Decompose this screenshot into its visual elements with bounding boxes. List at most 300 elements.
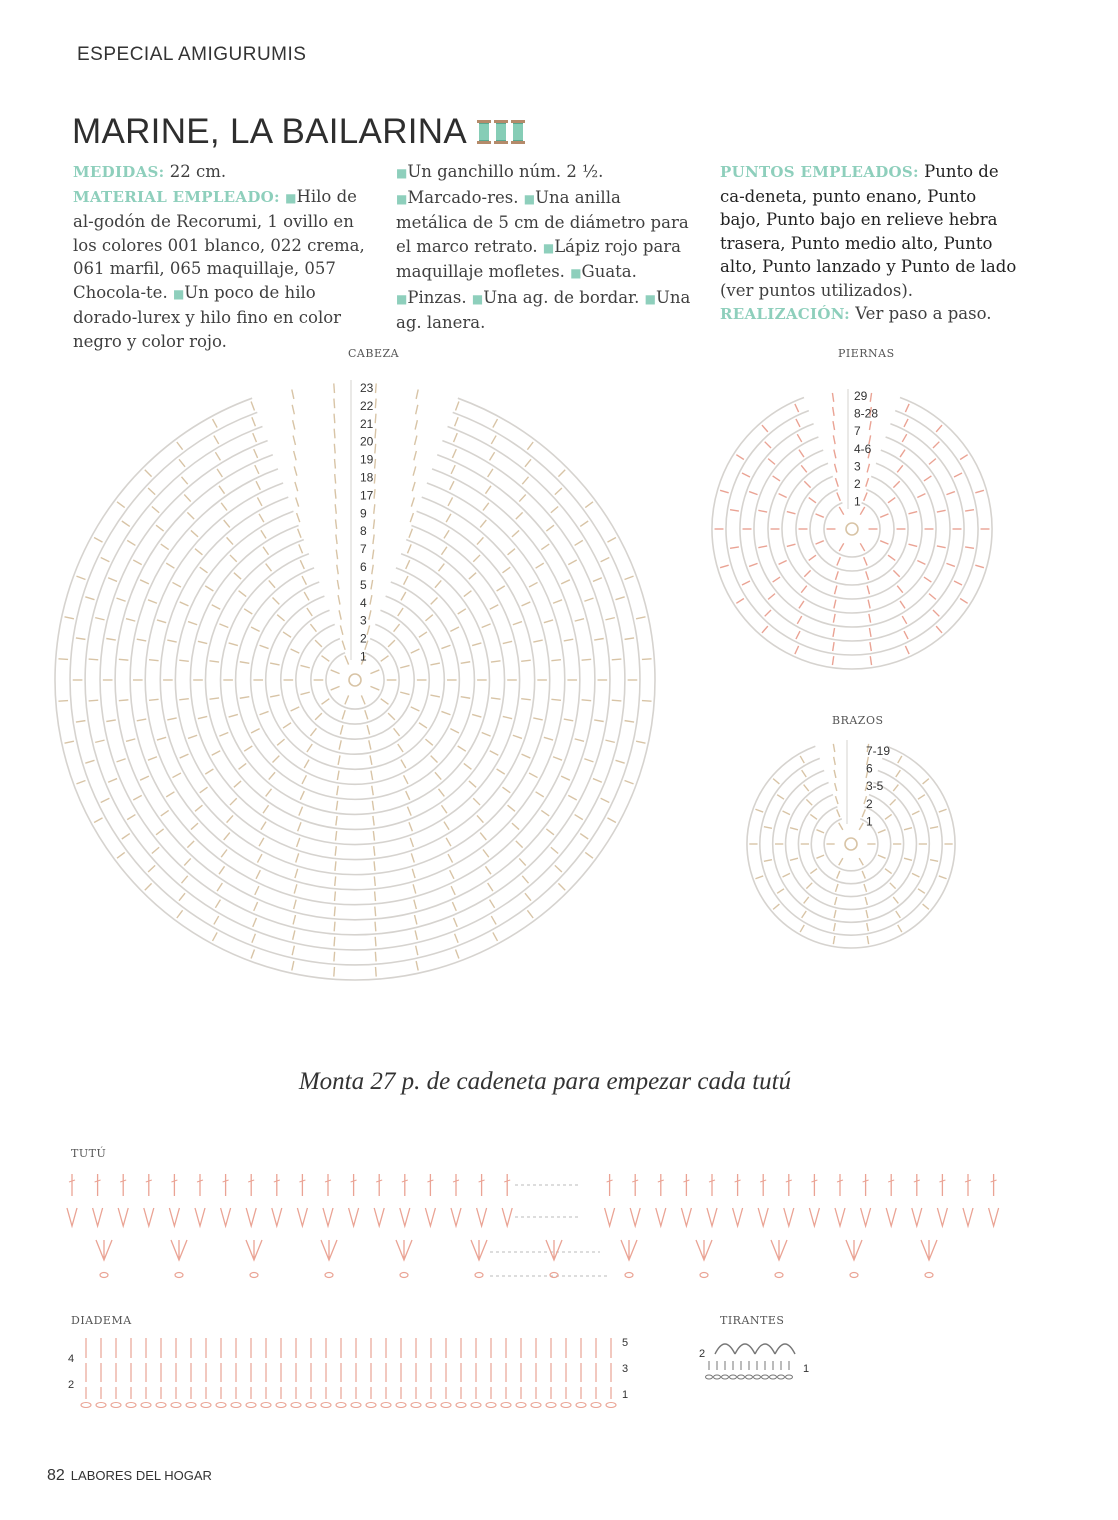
- stitch-mark: [411, 853, 414, 862]
- stitch-mark: [601, 558, 610, 562]
- stitch-mark: [375, 891, 376, 901]
- stitch-mark: [224, 520, 230, 527]
- medidas-value: 22 cm.: [164, 162, 227, 181]
- stitch-mark: [251, 950, 254, 959]
- stitch-mark: [338, 595, 340, 604]
- stitch-mark: [912, 811, 919, 815]
- stitch-mark: [561, 776, 570, 780]
- stitch-mark: [294, 451, 296, 460]
- stitch-mark: [213, 419, 218, 427]
- stitch-mark: [227, 537, 233, 544]
- chain-stitch: [850, 1273, 858, 1278]
- stitch-mark: [503, 716, 512, 718]
- stitch-mark: [310, 624, 316, 632]
- row-number: 3-5: [866, 779, 884, 794]
- stitch-mark: [593, 779, 602, 783]
- stitch-mark: [450, 627, 459, 631]
- stitch-mark: [76, 576, 85, 579]
- stitch-mark: [375, 922, 376, 932]
- stitch-mark: [898, 756, 902, 763]
- stitch-mark: [180, 754, 189, 758]
- stitch-mark: [839, 507, 843, 515]
- chain-stitch: [111, 1403, 121, 1408]
- stitch-mark: [452, 902, 456, 911]
- stitch-mark: [522, 754, 531, 758]
- stitch-mark: [375, 444, 376, 454]
- stitch-mark: [564, 639, 573, 641]
- stitch-mark: [833, 435, 835, 444]
- v-stitch: [630, 1208, 640, 1226]
- chain-stitch: [706, 1375, 713, 1379]
- stitch-mark: [490, 900, 495, 908]
- row-number: 6: [360, 560, 367, 574]
- stitch-mark: [833, 614, 835, 623]
- stitch-mark: [527, 910, 533, 918]
- stitch-mark: [409, 822, 412, 831]
- stitch-mark: [893, 570, 899, 576]
- stitch-mark: [273, 756, 280, 763]
- row-number: 20: [360, 434, 374, 449]
- stitch-mark: [455, 934, 459, 943]
- stitch-mark: [419, 723, 427, 728]
- round-ring: [824, 503, 880, 557]
- stitch-mark: [480, 520, 486, 527]
- stitch-mark: [896, 911, 901, 918]
- shell-stitch: [321, 1240, 337, 1260]
- stitch-mark: [834, 923, 836, 931]
- tirantes-chart: [695, 1330, 825, 1390]
- chain-stitch: [96, 1403, 106, 1408]
- stitch-mark: [260, 645, 269, 648]
- stitch-mark: [253, 433, 257, 442]
- stitch-mark: [585, 502, 593, 508]
- stitch-mark: [553, 600, 562, 603]
- stitch-mark: [345, 695, 349, 704]
- material-item: Una ag. de bordar.: [483, 287, 640, 307]
- stitch-mark: [337, 565, 339, 575]
- stitch-mark: [221, 503, 227, 511]
- stitch-mark: [244, 746, 252, 751]
- row-number: 2: [68, 1379, 75, 1391]
- stitch-mark: [334, 952, 335, 962]
- stitch-mark: [456, 401, 459, 410]
- stitch-mark: [239, 591, 247, 597]
- stitch-mark: [335, 474, 336, 484]
- stitch-mark: [117, 502, 125, 508]
- stitch-mark: [765, 610, 771, 616]
- stitch-mark: [416, 946, 418, 955]
- stitch-mark: [145, 883, 152, 890]
- puntos-label: PUNTOS EMPLEADOS:: [720, 163, 919, 181]
- stitch-mark: [117, 759, 126, 762]
- chain-stitch: [246, 1403, 256, 1408]
- publication-name: LABORES DEL HOGAR: [70, 1468, 212, 1483]
- stitch-mark: [315, 713, 322, 720]
- stitch-mark: [866, 571, 869, 580]
- stitch-mark: [367, 625, 369, 634]
- stitch-mark: [888, 555, 895, 560]
- stitch-mark: [450, 481, 454, 490]
- stitch-mark: [558, 883, 565, 890]
- stitch-mark: [375, 399, 376, 409]
- stitch-mark: [777, 795, 784, 800]
- stitch-mark: [904, 631, 908, 639]
- stitch-mark: [184, 858, 191, 865]
- stitch-mark: [909, 544, 918, 546]
- stitch-mark: [406, 791, 410, 800]
- stitch-mark: [835, 464, 837, 473]
- stitch-mark: [764, 860, 772, 862]
- picot: [735, 1344, 755, 1354]
- chain-stitch: [625, 1273, 633, 1278]
- stitch-mark: [768, 594, 775, 600]
- row-number: 4: [360, 595, 367, 610]
- stitch-mark: [787, 512, 796, 514]
- stitch-mark: [375, 937, 376, 947]
- stitch-mark: [200, 787, 208, 793]
- stitch-mark: [779, 494, 787, 498]
- chain-stitch: [366, 1403, 376, 1408]
- stitch-mark: [472, 643, 481, 646]
- stitch-mark: [866, 478, 869, 487]
- stitch-mark: [376, 967, 377, 977]
- stitch-mark: [375, 429, 376, 439]
- stitch-mark: [294, 884, 297, 893]
- stitch-mark: [283, 723, 291, 728]
- stitch-mark: [482, 624, 491, 628]
- puntos-note: (ver puntos utilizados).: [720, 280, 914, 300]
- stitch-mark: [444, 822, 449, 830]
- stitch-mark: [337, 580, 339, 589]
- stitch-mark: [954, 581, 962, 585]
- stitch-mark: [255, 886, 259, 895]
- stitch-mark: [322, 699, 330, 705]
- stitch-mark: [304, 592, 309, 600]
- stitch-mark: [758, 546, 767, 548]
- tutu-chart: [60, 1168, 1035, 1288]
- stitch-mark: [187, 841, 194, 848]
- round-ring: [311, 639, 399, 725]
- stitch-mark: [832, 393, 833, 402]
- row-number: 3: [360, 613, 367, 628]
- stitch-mark: [513, 622, 522, 625]
- stitch-mark: [607, 818, 615, 823]
- stitch-mark: [758, 510, 767, 512]
- stitch-mark: [448, 497, 453, 505]
- chain-stitch: [786, 1375, 793, 1379]
- stitch-mark: [372, 550, 373, 560]
- stitch-mark: [835, 884, 838, 892]
- stitch-mark: [411, 707, 420, 711]
- stitch-mark: [835, 586, 837, 595]
- stitch-mark: [119, 659, 129, 660]
- chain-stitch: [276, 1403, 286, 1408]
- stitch-mark: [295, 869, 298, 878]
- v-stitch: [246, 1208, 256, 1226]
- stitch-mark: [867, 923, 869, 931]
- stitch-mark: [334, 967, 335, 977]
- stitch-mark: [244, 609, 252, 614]
- stitch-mark: [337, 786, 339, 796]
- stitch-mark: [870, 642, 871, 651]
- stitch-mark: [893, 481, 899, 487]
- stitch-mark: [960, 455, 968, 460]
- stitch-mark: [488, 469, 493, 477]
- stitch-mark: [214, 916, 219, 924]
- stitch-mark: [555, 865, 562, 872]
- row-number: 5: [360, 577, 367, 592]
- stitch-mark: [833, 421, 835, 430]
- stitch-mark: [800, 925, 804, 932]
- stitch-mark: [933, 610, 939, 616]
- page-number: 82: [47, 1467, 65, 1484]
- chain-stitch: [126, 1403, 136, 1408]
- stitch-mark: [783, 811, 790, 815]
- stitch-mark: [585, 852, 593, 858]
- stitch-mark: [297, 513, 300, 522]
- stitch-mark: [152, 847, 159, 853]
- chain-stitch: [306, 1403, 316, 1408]
- stitch-mark: [251, 627, 260, 631]
- stitch-mark: [334, 907, 335, 917]
- stitch-mark: [584, 759, 593, 762]
- stitch-mark: [480, 833, 486, 840]
- stitch-mark: [918, 889, 925, 894]
- chain-stitch: [231, 1403, 241, 1408]
- row-number: 4: [68, 1353, 75, 1365]
- stitch-mark: [372, 786, 374, 796]
- shell-stitch: [96, 1240, 112, 1260]
- stitch-mark: [544, 737, 553, 740]
- stitch-mark: [122, 834, 130, 839]
- stitch-mark: [336, 801, 337, 811]
- material-item: Un ganchillo núm. 2 ½.: [407, 162, 604, 181]
- stitch-mark: [900, 601, 905, 608]
- stitch-mark: [253, 918, 257, 927]
- stitch-mark: [936, 626, 942, 633]
- stitch-mark: [300, 692, 309, 694]
- stitch-mark: [181, 477, 187, 484]
- stitch-mark: [212, 605, 221, 609]
- chain-stitch: [400, 1273, 408, 1278]
- stitch-mark: [939, 876, 947, 879]
- shell-stitch: [696, 1240, 712, 1260]
- stitch-mark: [398, 608, 403, 616]
- stitch-mark: [777, 889, 784, 894]
- stitch-mark: [441, 547, 446, 555]
- shell-stitch: [171, 1240, 187, 1260]
- stitch-mark: [546, 829, 554, 835]
- stitch-mark: [188, 622, 197, 625]
- stitch-mark: [336, 534, 337, 544]
- stitch-mark: [85, 597, 94, 600]
- stitch-mark: [270, 663, 279, 665]
- stitch-mark: [477, 537, 483, 544]
- row-number: 1: [622, 1389, 629, 1401]
- stitch-mark: [890, 799, 896, 805]
- round-ring: [281, 610, 429, 754]
- stitch-mark: [455, 417, 459, 426]
- stitch-mark: [749, 492, 757, 495]
- stitch-mark: [441, 711, 450, 714]
- stitch-mark: [373, 831, 374, 841]
- stitch-mark: [335, 831, 336, 841]
- stitch-mark: [213, 932, 218, 940]
- material-text: Hilo de al-godón de Recorumi, 1 ovillo en los colores 001 blanco, 022 crema, 061 marfil, 065 maquillaje, 057 Chocola-te.: [73, 186, 365, 302]
- stitch-mark: [187, 512, 194, 519]
- stitch-mark: [607, 538, 615, 543]
- stitch-mark: [568, 560, 576, 565]
- stitch-mark: [412, 482, 415, 491]
- v-stitch: [374, 1208, 384, 1226]
- stitch-mark: [172, 582, 180, 587]
- stitch-mark: [251, 401, 254, 410]
- v-stitch: [502, 1208, 512, 1226]
- chain-stitch: [770, 1375, 777, 1379]
- stitch-mark: [508, 549, 515, 555]
- chain-stitch: [351, 1403, 361, 1408]
- chain-stitch: [550, 1273, 558, 1278]
- stitch-mark: [806, 883, 812, 889]
- stitch-mark: [406, 560, 410, 569]
- stitch-mark: [293, 930, 295, 939]
- shell-stitch: [846, 1240, 862, 1260]
- stitch-mark: [296, 497, 299, 506]
- stitch-mark: [816, 514, 824, 517]
- stitch-mark: [582, 700, 592, 701]
- stitch-mark: [555, 488, 562, 495]
- stitch-mark: [477, 815, 483, 822]
- stitch-mark: [473, 798, 480, 805]
- stitch-mark: [946, 492, 954, 495]
- stitch-mark: [536, 563, 544, 568]
- stitch-mark: [145, 470, 152, 477]
- chain-stitch: [746, 1375, 753, 1379]
- stitch-mark: [345, 656, 349, 665]
- v-stitch: [681, 1208, 691, 1226]
- stitch-mark: [868, 600, 870, 609]
- stitch-mark: [335, 846, 336, 856]
- stitch-mark: [294, 466, 297, 475]
- stitch-mark: [221, 849, 227, 857]
- stitch-mark: [373, 816, 374, 826]
- stitch-mark: [415, 930, 417, 939]
- stitch-mark: [339, 610, 341, 619]
- stitch-mark: [933, 442, 939, 448]
- row-number: 4-6: [854, 441, 872, 456]
- stitch-mark: [369, 610, 371, 619]
- stitch-mark: [762, 425, 768, 432]
- stitch-mark: [340, 625, 342, 634]
- round-ring: [266, 596, 445, 769]
- stitch-mark: [902, 616, 906, 624]
- round-ring: [786, 783, 917, 910]
- stitch-mark: [912, 873, 919, 877]
- stitch-mark: [625, 721, 635, 722]
- stitch-mark: [612, 659, 622, 660]
- stitch-mark: [369, 740, 371, 749]
- v-stitch: [400, 1208, 410, 1226]
- chain-stitch: [426, 1403, 436, 1408]
- cabeza-label: CABEZA: [348, 347, 400, 360]
- stitch-mark: [551, 699, 561, 700]
- stitch-mark: [152, 506, 159, 512]
- stitch-mark: [307, 608, 312, 616]
- v-stitch: [195, 1208, 205, 1226]
- chain-stitch: [576, 1403, 586, 1408]
- chain-stitch: [381, 1403, 391, 1408]
- stitch-mark: [404, 775, 408, 784]
- stitch-mark: [322, 656, 330, 662]
- stitch-mark: [191, 823, 198, 829]
- stitch-mark: [937, 546, 946, 548]
- stitch-mark: [95, 618, 104, 620]
- stitch-mark: [890, 883, 896, 889]
- stitch-mark: [283, 632, 291, 637]
- stitch-mark: [521, 660, 531, 661]
- stitch-mark: [905, 404, 909, 412]
- stitch-mark: [810, 869, 817, 874]
- stitch-mark: [108, 779, 117, 783]
- v-stitch: [67, 1208, 77, 1226]
- stitch-mark: [544, 620, 553, 623]
- stitch-mark: [454, 918, 458, 927]
- stitch-mark: [374, 861, 375, 871]
- row-number: 2: [866, 796, 873, 811]
- chain-stitch: [81, 1403, 91, 1408]
- v-stitch: [733, 1208, 743, 1226]
- stitch-mark: [796, 631, 800, 639]
- stitch-mark: [930, 827, 938, 829]
- stitch-mark: [642, 659, 652, 660]
- stitch-mark: [415, 436, 417, 445]
- stitch-mark: [140, 776, 149, 780]
- stitch-mark: [256, 481, 260, 490]
- stitch-mark: [127, 815, 135, 820]
- stitch-mark: [833, 642, 834, 651]
- chain-stitch: [216, 1403, 226, 1408]
- stitch-mark: [133, 795, 141, 800]
- diadema-label: DIADEMA: [71, 1314, 132, 1327]
- stitch-mark: [636, 741, 645, 743]
- round-ring: [296, 624, 414, 739]
- stitch-mark: [263, 805, 268, 813]
- chain-stitch: [441, 1403, 451, 1408]
- stitch-mark: [802, 770, 807, 777]
- row-number: 8: [360, 524, 367, 539]
- piernas-chart: [705, 364, 1005, 676]
- stitch-mark: [126, 739, 135, 741]
- stitch-mark: [755, 876, 763, 879]
- stitch-mark: [58, 701, 68, 702]
- material-item: Lápiz rojo para maquillaje mofletes.: [396, 236, 682, 281]
- v-stitch: [912, 1208, 922, 1226]
- stitch-mark: [965, 547, 974, 548]
- stitch-mark: [866, 910, 868, 918]
- chain-stitch: [396, 1403, 406, 1408]
- stitch-mark: [372, 565, 374, 575]
- tirantes-label: TIRANTES: [720, 1314, 785, 1327]
- round-ring: [768, 450, 936, 613]
- stitch-mark: [869, 421, 871, 430]
- stitch-mark: [381, 656, 389, 662]
- stitch-mark: [181, 876, 187, 883]
- stitch-mark: [878, 830, 886, 833]
- stitch-mark: [374, 504, 375, 514]
- stitch-mark: [512, 823, 519, 829]
- stitch-mark: [568, 795, 576, 800]
- row-number: 7-19: [866, 744, 891, 758]
